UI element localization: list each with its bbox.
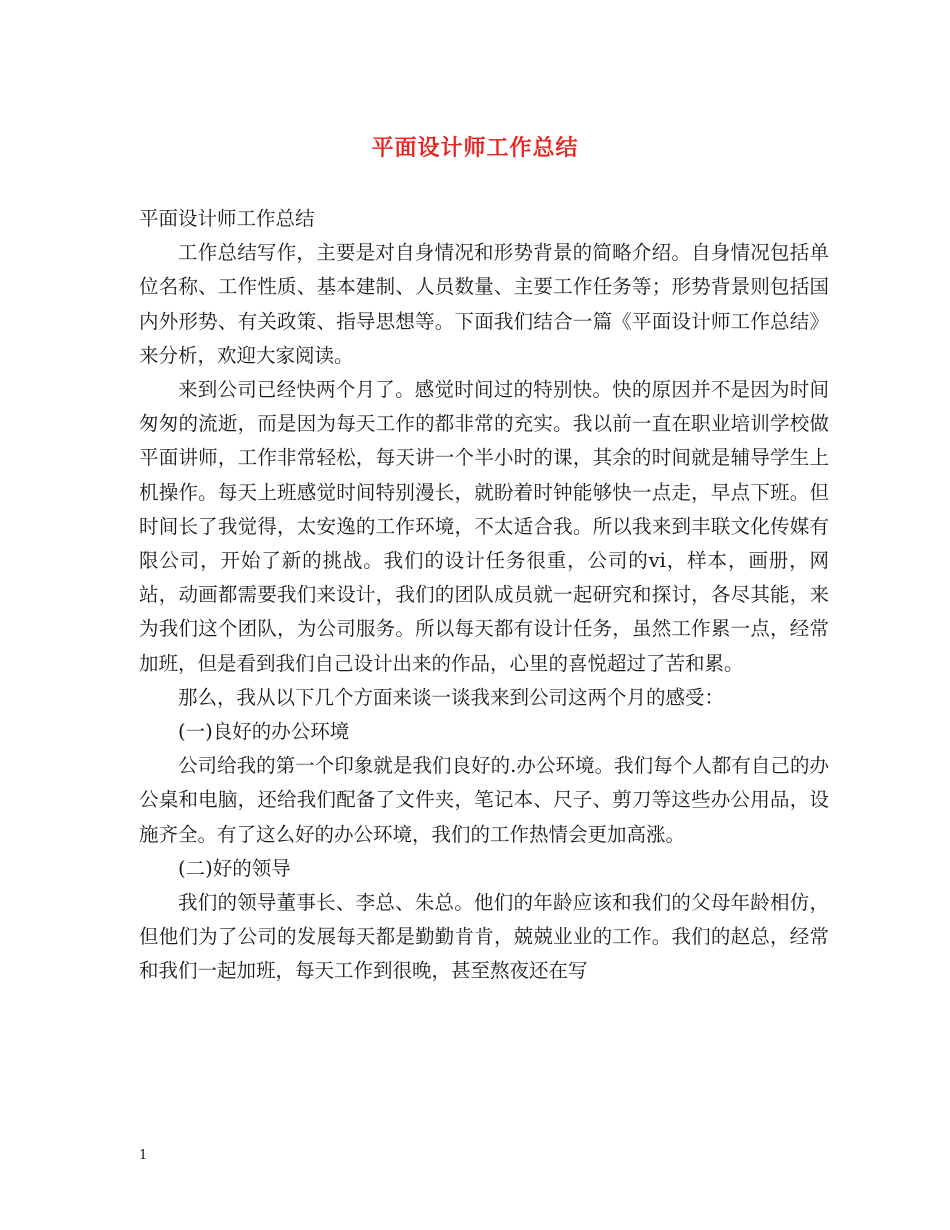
paragraph: 来到公司已经快两个月了。感觉时间过的特别快。快的原因并不是因为时间匆匆的流逝，而是因为每天工作的都非常的充实。我以前一直在职业培训学校做平面讲师，工作非常轻松，每天讲一个半小时的课，其余的时间就是辅导学生上机操作。每天上班感觉时间特别漫长，就盼着时钟能够快一点走，早点下班。但时间长了我觉得，太安逸的工作环境，不太适合我。所以我来到丰联文化传媒有限公司，开始了新的挑战。我们的设计任务很重，公司的vi，样本，画册，网站，动画都需要我们来设计，我们的团队成员就一起研究和探讨，各尽其能，来为我们这个团队，为公司服务。所以每天都有设计任务，虽然工作累一点，经常加班，但是看到我们自己设计出来的作品，心里的喜悦超过了苦和累。 [139,378,829,675]
paragraph: 我们的领导董事长、李总、朱总。他们的年龄应该和我们的父母年龄相仿，但他们为了公司的发展每天都是勤勤肯肯，兢兢业业的工作。我们的赵总，经常和我们一起加班，每天工作到很晚，甚至熬夜还在写 [139,891,829,983]
subtitle: 平面设计师工作总结 [139,207,315,230]
document-body [139,202,829,989]
paragraph: 公司给我的第一个印象就是我们良好的.办公环境。我们每个人都有自己的办公桌和电脑，还给我们配备了文件夹，笔记本、尺子、剪刀等这些办公用品，设施齐全。有了这么好的办公环境，我们的工作热情会更加高涨。 [139,754,829,846]
paragraph: 工作总结写作，主要是对自身情况和形势背景的简略介绍。自身情况包括单位名称、工作性质、基本建制、人员数量、主要工作任务等；形势背景则包括国内外形势、有关政策、指导思想等。下面我们结合一篇《平面设计师工作总结》来分析，欢迎大家阅读。 [139,241,829,367]
section-heading: (二)好的领导 [178,856,291,880]
section-heading: (一)良好的办公环境 [178,720,350,744]
page-number: 1 [139,1148,148,1163]
paragraph: 那么，我从以下几个方面来谈一谈我来到公司这两个月的感受： [178,685,725,709]
page-title: 平面设计师工作总结 [371,135,579,161]
